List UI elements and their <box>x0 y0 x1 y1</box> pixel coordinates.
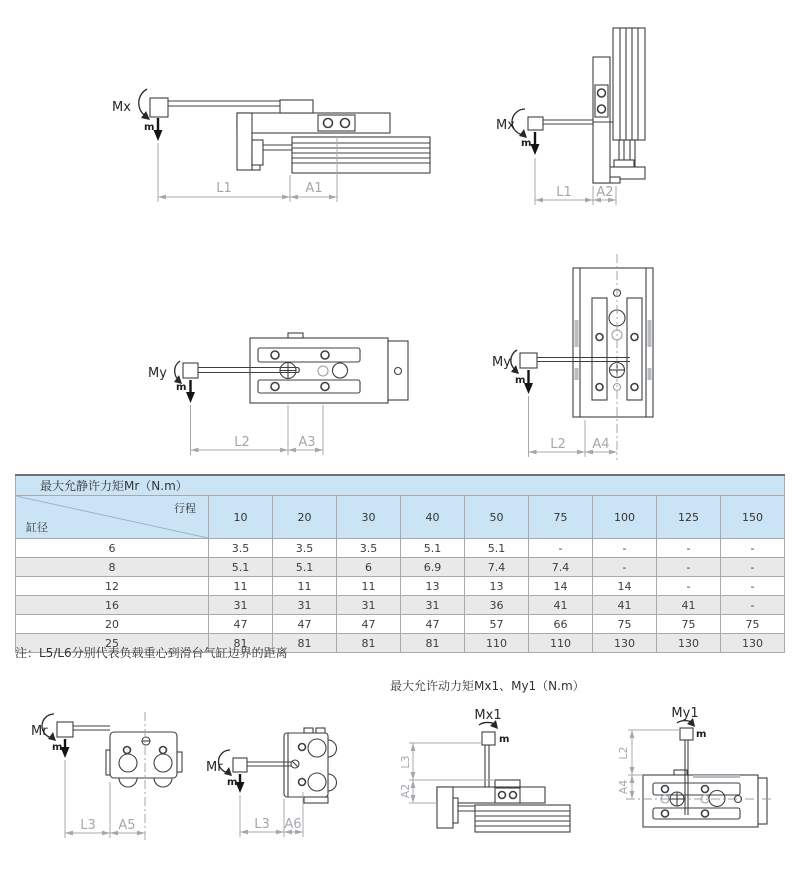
dim-label-a: L2 <box>234 435 250 450</box>
stroke-col-header: 20 <box>273 496 337 539</box>
dim-label-a: L2 <box>617 746 630 760</box>
value-cell: 7.4 <box>529 558 593 577</box>
value-cell: 36 <box>465 596 529 615</box>
value-cell: 81 <box>401 634 465 653</box>
dim-label-b: A6 <box>284 817 302 832</box>
load-block <box>233 758 291 772</box>
machine-drawing <box>284 728 337 803</box>
value-cell: - <box>593 558 657 577</box>
table-body <box>16 539 785 653</box>
value-cell: 47 <box>337 615 401 634</box>
value-cell: - <box>593 539 657 558</box>
rotation-arrow-icon <box>174 361 182 384</box>
table-row <box>16 539 785 558</box>
moment-label: My1 <box>671 706 699 721</box>
value-cell: 75 <box>657 615 721 634</box>
mass-label: m <box>499 734 510 745</box>
dim-label-a: L3 <box>80 818 96 833</box>
diagram-mr-side <box>200 700 375 855</box>
machine-drawing <box>626 770 772 827</box>
diagram-my1 <box>600 700 795 860</box>
value-cell: 57 <box>465 615 529 634</box>
bore-cell: 20 <box>16 615 209 634</box>
load-block <box>183 363 299 379</box>
dim-label-b: A2 <box>596 185 614 200</box>
load-block <box>482 732 495 787</box>
value-cell: 81 <box>337 634 401 653</box>
stroke-col-header: 125 <box>657 496 721 539</box>
value-cell: 130 <box>657 634 721 653</box>
stroke-col-header: 50 <box>465 496 529 539</box>
diagonal-header-cell <box>16 496 209 539</box>
value-cell: 6 <box>337 558 401 577</box>
footnote: 注：L5/L6分别代表负载重心到滑台气缸边界的距离 <box>15 646 288 660</box>
bore-cell: 25 <box>16 634 209 653</box>
mass-label: m <box>52 742 63 753</box>
diagram-mx1 <box>395 700 600 860</box>
mass-arrow-icon <box>154 118 163 141</box>
diagram-mr-front <box>15 700 200 855</box>
value-cell: 81 <box>273 634 337 653</box>
value-cell: 11 <box>273 577 337 596</box>
value-cell: 11 <box>337 577 401 596</box>
value-cell: - <box>721 539 785 558</box>
load-block <box>57 722 110 737</box>
value-cell: 81 <box>209 634 273 653</box>
value-cell: 3.5 <box>337 539 401 558</box>
value-cell: - <box>721 558 785 577</box>
value-cell: 14 <box>529 577 593 596</box>
mass-arrow-icon <box>531 132 540 155</box>
value-cell: 3.5 <box>273 539 337 558</box>
dim-label-b: A2 <box>399 783 412 799</box>
mass-label: m <box>515 375 526 386</box>
diagram-my-horizontal <box>140 320 420 465</box>
value-cell: 31 <box>401 596 465 615</box>
dim-label-b: A4 <box>617 779 630 795</box>
value-cell: - <box>529 539 593 558</box>
stroke-col-header: 75 <box>529 496 593 539</box>
dim-label-a: L3 <box>399 755 412 769</box>
mass-label: m <box>521 138 532 149</box>
diagram-my-vertical <box>470 250 700 470</box>
value-cell: - <box>721 577 785 596</box>
stroke-col-header: 150 <box>721 496 785 539</box>
value-cell: 14 <box>593 577 657 596</box>
dim-label-b: A5 <box>118 818 136 833</box>
rotation-arrow-icon <box>139 89 150 120</box>
table-row <box>16 615 785 634</box>
mass-label: m <box>176 382 187 393</box>
mass-label: m <box>227 777 238 788</box>
value-cell: 6.9 <box>401 558 465 577</box>
value-cell: 41 <box>593 596 657 615</box>
table-row <box>16 577 785 596</box>
stroke-label: 行程 <box>174 502 196 515</box>
dim-label-a: L2 <box>550 437 566 452</box>
value-cell: 41 <box>529 596 593 615</box>
machine-drawing <box>437 780 570 832</box>
moment-label: My <box>492 355 511 370</box>
static-moment-table <box>15 474 785 653</box>
bore-label: 缸径 <box>26 521 48 534</box>
stroke-col-header: 40 <box>401 496 465 539</box>
value-cell: 75 <box>593 615 657 634</box>
machine-drawing <box>593 28 645 183</box>
value-cell: 66 <box>529 615 593 634</box>
value-cell: 13 <box>401 577 465 596</box>
value-cell: 110 <box>529 634 593 653</box>
value-cell: 5.1 <box>465 539 529 558</box>
value-cell: 31 <box>337 596 401 615</box>
stroke-col-header: 30 <box>337 496 401 539</box>
value-cell: 5.1 <box>209 558 273 577</box>
table-row <box>16 558 785 577</box>
dim-label-a: L1 <box>216 181 232 196</box>
machine-drawing <box>106 712 182 840</box>
value-cell: 31 <box>209 596 273 615</box>
value-cell: 110 <box>465 634 529 653</box>
mass-label: m <box>144 122 155 133</box>
value-cell: 41 <box>657 596 721 615</box>
table-title-row <box>16 475 785 496</box>
value-cell: - <box>657 539 721 558</box>
value-cell: 5.1 <box>273 558 337 577</box>
value-cell: 7.4 <box>465 558 529 577</box>
machine-drawing <box>237 100 430 173</box>
value-cell: - <box>657 558 721 577</box>
dim-label-b: A4 <box>592 437 610 452</box>
mass-label: m <box>696 729 707 740</box>
value-cell: 47 <box>401 615 465 634</box>
table-row <box>16 596 785 615</box>
value-cell: 75 <box>721 615 785 634</box>
moment-label: Mx1 <box>474 708 502 723</box>
diagram-mx-vertical <box>490 10 690 215</box>
value-cell: - <box>657 577 721 596</box>
stroke-col-header: 10 <box>209 496 273 539</box>
dim-label-a: L1 <box>556 185 572 200</box>
moment-table <box>15 474 785 653</box>
dynamic-moment-title: 最大允许动力矩Mx1、My1（N.m） <box>390 679 585 693</box>
bore-cell: 6 <box>16 539 209 558</box>
bore-cell: 12 <box>16 577 209 596</box>
table-title: 最大允静许力矩Mr（N.m） <box>16 475 785 496</box>
moment-label: Mx <box>112 100 131 115</box>
value-cell: 47 <box>273 615 337 634</box>
diagram-mx-horizontal <box>100 85 445 220</box>
value-cell: 31 <box>273 596 337 615</box>
rotation-arrow-icon <box>511 350 519 374</box>
dim-label-a: L3 <box>254 817 270 832</box>
value-cell: 11 <box>209 577 273 596</box>
mass-arrow-icon <box>186 380 195 403</box>
value-cell: 3.5 <box>209 539 273 558</box>
stroke-header-row <box>16 496 785 539</box>
value-cell: 130 <box>593 634 657 653</box>
bore-cell: 8 <box>16 558 209 577</box>
moment-label: Mr <box>31 724 48 739</box>
dim-label-b: A3 <box>298 435 316 450</box>
value-cell: - <box>721 596 785 615</box>
value-cell: 13 <box>465 577 529 596</box>
value-cell: 130 <box>721 634 785 653</box>
dim-label-b: A1 <box>305 181 323 196</box>
value-cell: 5.1 <box>401 539 465 558</box>
moment-label: My <box>148 366 167 381</box>
value-cell: 47 <box>209 615 273 634</box>
moment-label: Mr <box>206 760 223 775</box>
stroke-col-header: 100 <box>593 496 657 539</box>
moment-label: Mx <box>496 118 515 133</box>
bore-cell: 16 <box>16 596 209 615</box>
